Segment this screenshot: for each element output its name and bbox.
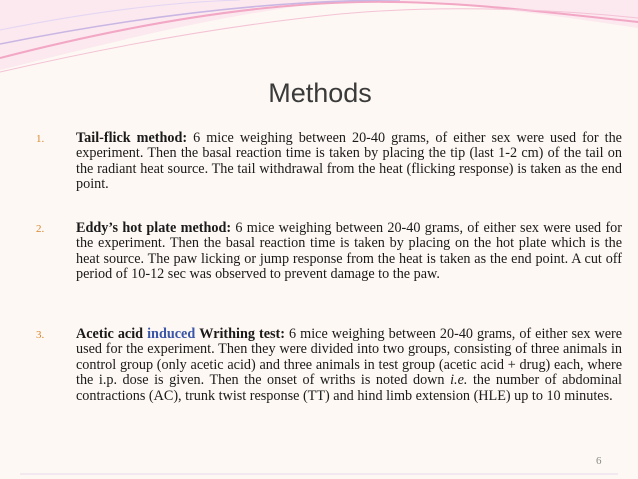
page-number: 6 (596, 455, 602, 467)
list-number: 3. (36, 329, 45, 341)
method-name: Acetic acid (76, 326, 144, 342)
list-item-text (76, 131, 622, 193)
method-description: 6 mice weighing between 20-40 grams, of either sex were used for the experiment. Then the basal reaction time is taken by placing on the hot plate which is the heat source. The paw licking or jump response from the heat is taken as the end point. A cut off period of 10-12 sec was observed to prevent damage to the paw. (76, 220, 622, 283)
method-name-suffix: Writhing test: (199, 326, 286, 342)
method-name: Tail-flick method: (76, 130, 188, 146)
slide-title: Methods (268, 78, 372, 108)
italic-abbrev: i.e. (450, 372, 468, 389)
list-item-text (76, 221, 622, 283)
method-name-link[interactable]: induced (147, 326, 196, 342)
list-number: 2. (36, 223, 45, 235)
method-description-end: the number of abdominal contractions (AC), trunk twist response (TT) and hind limb extension (HLE) up to 10 minutes. (76, 372, 622, 404)
method-description: 6 mice weighing between 20-40 grams, of either sex were used for the experiment. Then they were divided into two groups, consisting of three animals in control group (only acetic acid) and three animals in test group (acetic acid + drug) each, where the i.p. dose is given. Then the onset of wriths is noted down (76, 326, 623, 389)
list-number: 1. (36, 133, 45, 145)
method-description: 6 mice weighing between 20-40 grams, of either sex were used for the experiment. Then the basal reaction time is taken by placing the tip (last 1-2 cm) of the tail on the radiant heat source. The tail withdrawal from the heat (flicking response) is taken as the end point. (76, 130, 622, 193)
method-name: Eddy’s hot plate method: (76, 220, 232, 236)
list-item-text (76, 327, 622, 404)
